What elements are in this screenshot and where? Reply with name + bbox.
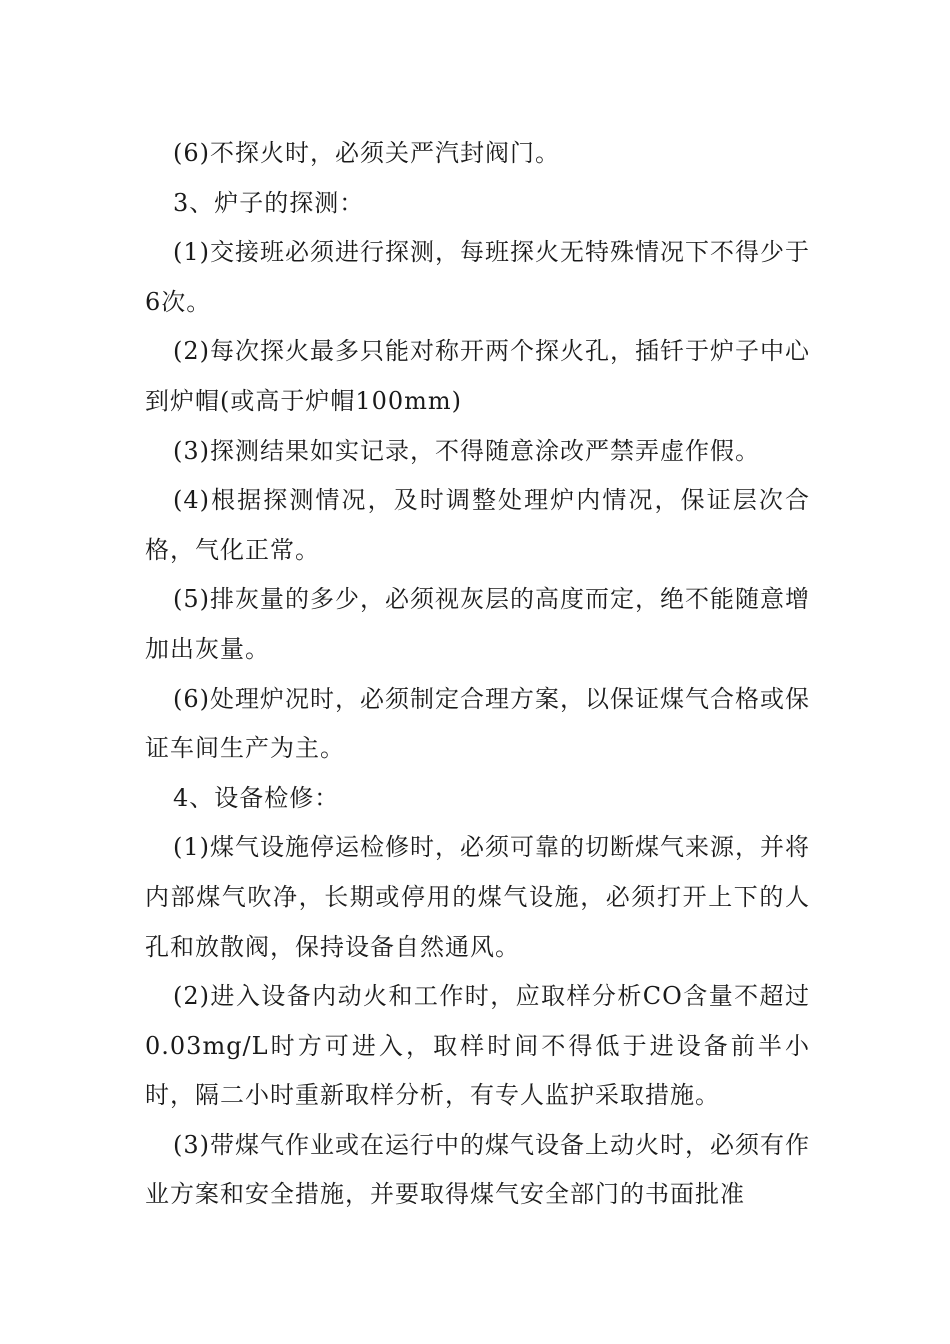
paragraph-detection-6: (6)处理炉况时，必须制定合理方案，以保证煤气合格或保证车间生产为主。	[145, 684, 810, 763]
paragraph-maintenance-1: (1)煤气设施停运检修时，必须可靠的切断煤气来源，并将内部煤气吹净，长期或停用的煤气设施，必须打开上下的人孔和放散阀，保持设备自然通风。	[145, 833, 810, 961]
paragraph-detection-5: (5)排灰量的多少，必须视灰层的高度而定，绝不能随意增加出灰量。	[145, 585, 810, 663]
document-body	[145, 129, 810, 1220]
paragraph-detection-2: (2)每次探火最多只能对称开两个探火孔，插钎于炉子中心到炉帽(或高于炉帽100mm)	[145, 337, 810, 415]
paragraph-detection-3: (3)探测结果如实记录，不得随意涂改严禁弄虚作假。	[173, 436, 760, 465]
paragraph-maintenance-3: (3)带煤气作业或在运行中的煤气设备上动火时，必须有作业方案和安全措施，并要取得煤气安全部门的书面批准	[145, 1130, 810, 1209]
paragraph-detection-1: (1)交接班必须进行探测，每班探火无特殊情况下不得少于6次。	[145, 238, 810, 316]
paragraph-maintenance-2: (2)进入设备内动火和工作时，应取样分析CO含量不超过0.03mg/L时方可进入，取样时间不得低于进设备前半小时，隔二小时重新取样分析，有专人监护采取措施。	[145, 982, 810, 1110]
paragraph-item-6-closing: (6)不探火时，必须关严汽封阀门。	[173, 139, 560, 167]
section-heading-furnace-detection: 3、炉子的探测：	[173, 188, 365, 217]
paragraph-detection-4: (4)根据探测情况，及时调整处理炉内情况，保证层次合格，气化正常。	[145, 486, 810, 564]
section-heading-equipment-maintenance: 4、设备检修：	[173, 783, 340, 812]
